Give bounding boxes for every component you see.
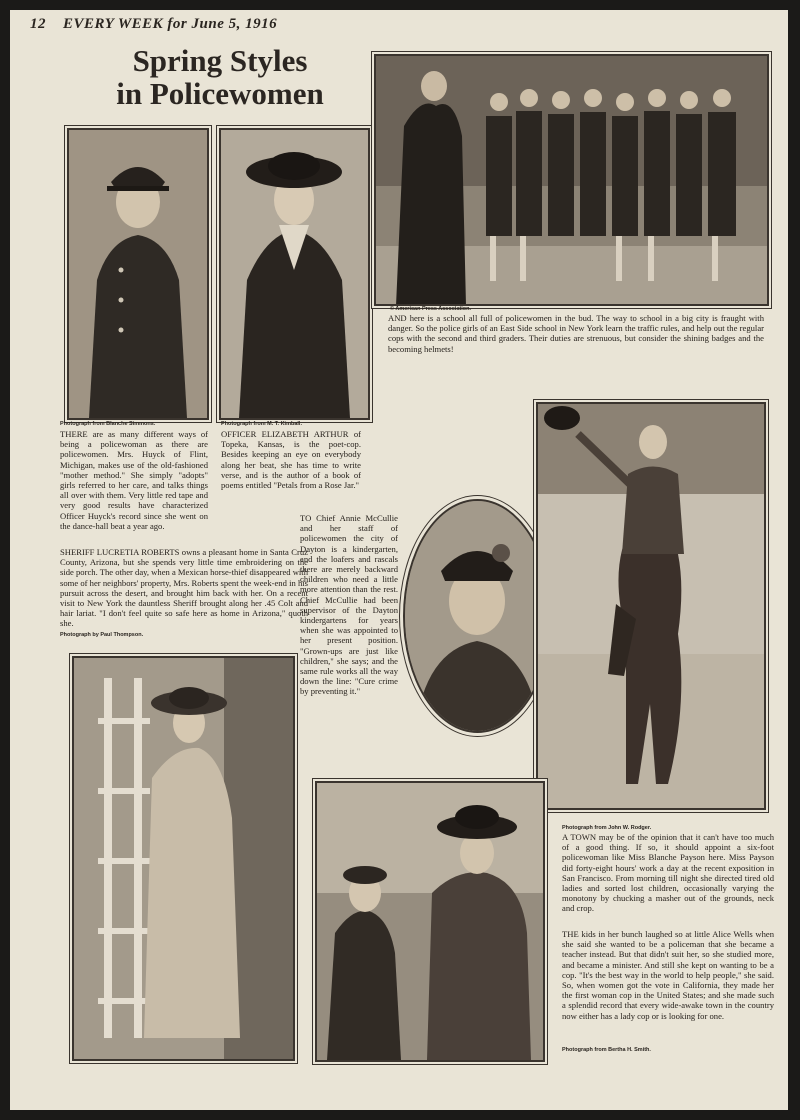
title-line: in Policewomen [116, 76, 324, 111]
article-mccullie [300, 513, 398, 697]
credit-thompson: Photograph by Paul Thompson. [60, 632, 144, 638]
article-text: SHERIFF LUCRETIA ROBERTS owns a pleasant home in Santa Cruz County, Arizona, but she spends very little time embroidering on the side porch. The other day, when a Mexican horse-thief disappeared with some of her neighbors' property, Mrs. Roberts spent the week-end in his pursuit across the desert, and brought him back with her. On a recent visit to New York the dauntless Sheriff brought along her .45 Colt and hair lariat. "I don't feel quite so safe here as home in Arizona," quoth she. [60, 547, 308, 629]
article-text: A TOWN may be of the opinion that it can't have too much of a good thing. If so, it should appoint a six-foot policewoman like Miss Blanche Payson here. Miss Payson did forty-eight hours' work a day at the recent exposition in San Francisco. From morning till night she directed tired old ladies and sorted lost children, occasionally varying the monotony by chucking a masher out of the grounds, neck and crop. [562, 832, 774, 914]
title-line: Spring Styles [132, 43, 308, 78]
credit-school: © American Press Association. [390, 306, 471, 312]
credit-kimball: Photograph from M. T. Kimball. [221, 421, 302, 427]
page-title [70, 44, 370, 110]
article-roberts [60, 547, 308, 629]
article-text: TO Chief Annie McCullie and her staff of policewomen the city of Dayton is a kindergarten, and the loafers and rascals there are merely backward children who need a little more attention than the rest. Chief McCullie had been supervisor of the Dayton kindergartens for years when she was appointed to her present position. "Grown-ups are just like children," she says; and the same rule works all the way down the line: "Cure crime by preventing it." [300, 513, 398, 697]
article-huyck [60, 429, 208, 531]
credit-simmons: Photograph from Blanche Simmons. [60, 421, 156, 427]
article-payson [562, 832, 774, 914]
article-arthur [221, 429, 361, 490]
photo-school-group [374, 54, 769, 306]
article-text: AND here is a school all full of policewomen in the bud. The way to school in a big city is fraught with danger. So the police girls of an East Side school in New York learn the traffic rules, and help out the regular cops with the second and third graders. Their duties are strenuous, but consider the shining badges and the becoming helmets! [388, 313, 764, 354]
header-text: EVERY WEEK for June 5, 1916 [63, 16, 278, 32]
credit-smith: Photograph from Bertha H. Smith. [562, 1047, 651, 1053]
photo-wells [315, 781, 545, 1062]
photo-mccullie [403, 499, 552, 733]
photo-payson-horse [536, 402, 766, 810]
article-school [388, 313, 764, 354]
article-text: THE kids in her bunch laughed so at little Alice Wells when she said she wanted to be a policeman that she became a teacher instead. But that didn't suit her, so she studied more, and became a minister. And still she kept on wanting to be a cop. "It's the best way in the world to help people," she said. So, when women got the vote in California, they made her the first woman cop in the United States; and she made such a splendid record that every wide-awake town in the country now either has a lady cop or is looking for one. [562, 929, 774, 1021]
article-text: OFFICER ELIZABETH ARTHUR of Topeka, Kansas, is the poet-cop. Besides keeping an eye on everybody along her beat, she has time to write verse, and is the author of a book of poems entitled "Petals from a Rose Jar." [221, 429, 361, 491]
article-wells [562, 929, 774, 1021]
photo-arthur [219, 128, 370, 420]
header-text: 12 [30, 16, 46, 32]
credit-rodger: Photograph from John W. Rodger. [562, 825, 652, 831]
photo-huyck [67, 128, 209, 420]
article-text: THERE are as many different ways of being a policewoman as there are policewomen. Mrs. Huyck of Flint, Michigan, makes use of the old-fashioned "mother method." She simply "adopts" girls referred to her care, and talks things all over with them. Very little red tape and very good results have characterized Officer Huyck's record since she went on the dance-hall beat a year ago. [60, 429, 208, 531]
magazine-page [10, 10, 788, 1110]
photo-roberts [72, 656, 295, 1061]
page-header [30, 16, 277, 33]
